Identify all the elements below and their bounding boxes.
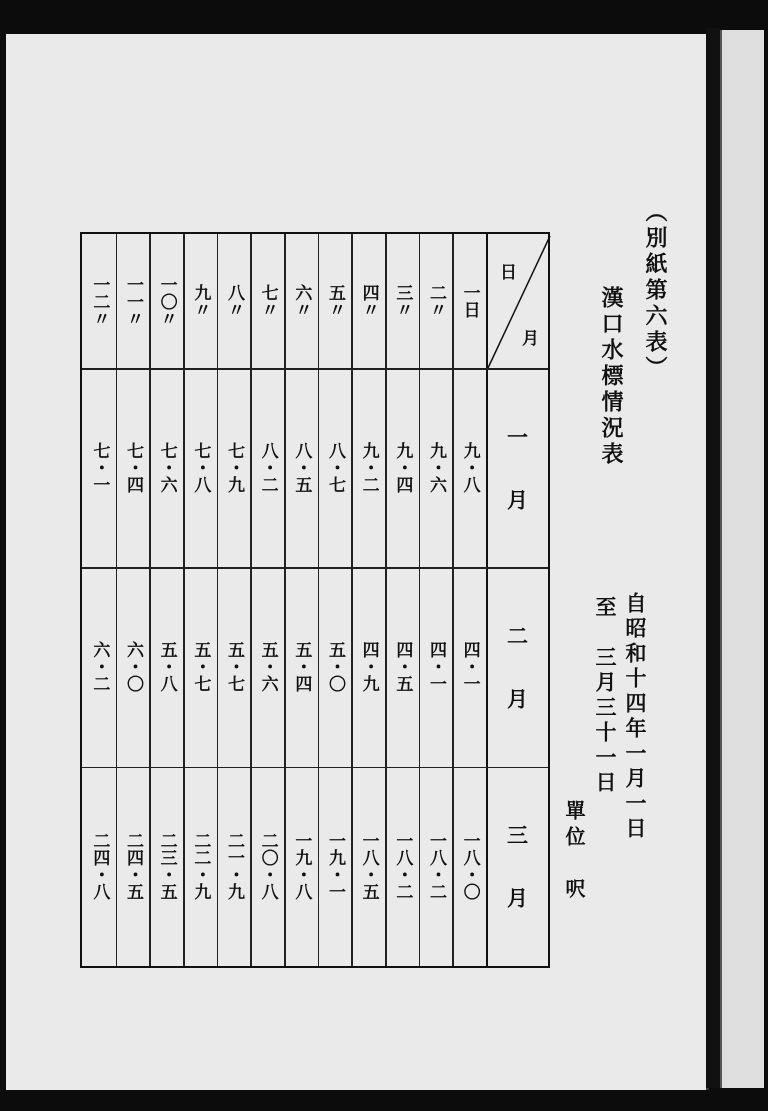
day-label: 四〃 xyxy=(358,284,379,318)
gauge-value-cell: 二二・九 xyxy=(190,832,211,901)
attachment-label: （別紙第六表） xyxy=(642,200,668,382)
gauge-value-cell: 七・一 xyxy=(89,442,110,494)
gauge-value-cell: 九・八 xyxy=(459,442,480,494)
gauge-value-cell: 一九・八 xyxy=(291,832,312,901)
gauge-value-cell: 二三・五 xyxy=(156,832,177,901)
day-label: 七〃 xyxy=(257,284,278,318)
gauge-value-cell: 六・二 xyxy=(89,641,110,693)
gauge-value-cell: 四・九 xyxy=(358,641,379,693)
gauge-value-cell: 五・七 xyxy=(190,641,211,693)
gauge-value-cell: 四・一 xyxy=(459,641,480,693)
gauge-value-cell: 七・六 xyxy=(156,442,177,494)
gauge-value-cell: 五・四 xyxy=(291,641,312,693)
gauge-value-cell: 四・一 xyxy=(425,641,446,693)
day-label: 五〃 xyxy=(324,284,345,318)
gauge-value-cell: 二一・九 xyxy=(223,832,244,901)
gauge-value-cell: 八・二 xyxy=(257,442,278,494)
gauge-value-cell: 一八・二 xyxy=(425,832,446,901)
gauge-value-cell: 一八・二 xyxy=(392,832,413,901)
day-label: 二〃 xyxy=(425,284,446,318)
gauge-value-cell: 七・四 xyxy=(122,442,143,494)
day-label: 六〃 xyxy=(291,284,312,318)
corner-day-label: 日 xyxy=(500,263,517,283)
gauge-value-cell: 一八・五 xyxy=(358,832,379,901)
day-label: 八〃 xyxy=(223,284,244,318)
gauge-value-cell: 五・八 xyxy=(156,641,177,693)
gauge-value-cell: 九・二 xyxy=(358,442,379,494)
month-header: 一 月 xyxy=(504,425,530,510)
gauge-value-cell: 一八・〇 xyxy=(459,832,480,901)
gauge-value-cell: 六・〇 xyxy=(122,641,143,693)
gauge-value-cell: 二〇・八 xyxy=(257,832,278,901)
gauge-value-cell: 四・五 xyxy=(392,641,413,693)
page-edge xyxy=(720,30,764,1088)
gauge-value-cell: 九・六 xyxy=(425,442,446,494)
day-label: 一一〃 xyxy=(122,275,143,327)
gauge-value-cell: 二四・五 xyxy=(122,832,143,901)
day-label: 九〃 xyxy=(190,284,211,318)
gauge-value-cell: 五・七 xyxy=(223,641,244,693)
day-label: 一日 xyxy=(459,284,480,318)
gauge-value-cell: 八・七 xyxy=(324,442,345,494)
gauge-value-cell: 七・九 xyxy=(223,442,244,494)
water-gauge-table xyxy=(80,232,550,968)
gauge-value-cell: 八・五 xyxy=(291,442,312,494)
gauge-value-cell: 一九・一 xyxy=(324,832,345,901)
day-label: 三〃 xyxy=(392,284,413,318)
month-header: 二 月 xyxy=(504,624,530,709)
day-label: 一二〃 xyxy=(89,275,110,327)
corner-month-label: 月 xyxy=(522,329,539,349)
gauge-value-cell: 七・八 xyxy=(190,442,211,494)
table-title: 漢口水標情況表 xyxy=(598,286,624,468)
gauge-value-cell: 五・六 xyxy=(257,641,278,693)
month-header: 三 月 xyxy=(504,824,530,909)
day-label: 一〇〃 xyxy=(156,275,177,327)
gauge-value-cell: 九・四 xyxy=(392,442,413,494)
period-to: 至 三月三十一日 xyxy=(593,596,618,796)
unit-label: 單位 呎 xyxy=(562,800,586,904)
gauge-value-cell: 二四・八 xyxy=(89,832,110,901)
book-spine xyxy=(706,28,720,1088)
gauge-value-cell: 五・〇 xyxy=(324,641,345,693)
period-from: 自昭和十四年一月一日 xyxy=(623,592,648,842)
